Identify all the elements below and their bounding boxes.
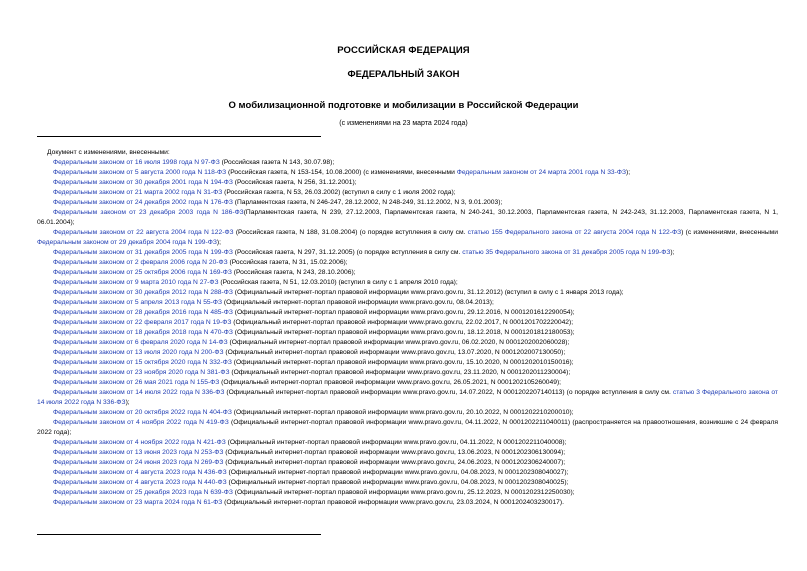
amendment-source-text: (Официальный интернет-портал правовой информации www.pravo.gov.ru, 25.12.2023, N 0001202312250030); <box>232 489 575 496</box>
amendment-law-link[interactable]: Федеральным законом от 31 декабря 2005 года N 199-ФЗ <box>53 249 233 256</box>
amendments-entries <box>37 158 778 508</box>
amendment-entry <box>37 288 778 298</box>
amendment-source-text: (Российская газета, N 188, 31.08.2004) (о порядке вступления в силу см. <box>233 229 468 236</box>
amendment-entry <box>37 198 778 208</box>
amendment-entry <box>37 318 778 328</box>
amendment-entry <box>37 168 778 178</box>
amendment-law-link[interactable]: Федеральным законом от 22 августа 2004 года N 122-ФЗ <box>53 229 234 236</box>
amendment-law-link[interactable]: Федеральным законом от 23 ноября 2020 года N 381-ФЗ <box>53 369 230 376</box>
amendment-source-text: ); <box>125 399 130 406</box>
amendment-entry <box>37 448 778 458</box>
amendment-law-link[interactable]: Федеральным законом от 25 декабря 2023 года N 639-ФЗ <box>53 489 233 496</box>
country-heading: РОССИЙСКАЯ ФЕДЕРАЦИЯ <box>337 45 470 56</box>
amendment-law-link[interactable]: Федеральным законом от 24 июня 2023 года N 269-ФЗ <box>53 459 224 466</box>
amendment-entry <box>37 278 778 288</box>
amendment-source-text: ); <box>216 239 221 246</box>
revision-subtitle: (с изменениями на 23 марта 2024 года) <box>339 120 468 127</box>
amendment-reference-link[interactable]: Федеральным законом от 29 декабря 2004 года N 199-ФЗ <box>37 239 217 246</box>
amendment-entry <box>37 158 778 168</box>
amendment-entry <box>37 348 778 358</box>
amendment-entry <box>37 468 778 478</box>
amendment-source-text: (Парламентская газета, N 239, 27.12.2003, Парламентская газета, N 240-241, 30.12.2003, Парламентская газета, N 242-243, 31.12.2003, Парламентская газета, N 1, 06.01.2004); <box>37 209 778 226</box>
bottom-divider <box>37 534 321 535</box>
amendment-entry <box>37 478 778 488</box>
amendment-law-link[interactable]: Федеральным законом от 21 марта 2002 года N 31-ФЗ <box>53 189 223 196</box>
amendment-law-link[interactable]: Федеральным законом от 5 августа 2000 года N 118-ФЗ <box>53 169 227 176</box>
amendment-source-text: (Российская газета, N 153-154, 10.08.2000) (с изменениями, внесенными <box>226 169 457 176</box>
amendment-source-text: (Официальный интернет-портал правовой информации www.pravo.gov.ru, 04.11.2022, N 0001202211040011) (распространяется на правоотношения, возникшие с 24 февраля 2022 года); <box>37 419 778 436</box>
amendment-source-text: (Официальный интернет-портал правовой информации www.pravo.gov.ru, 20.10.2022, N 0001202210200010); <box>231 409 574 416</box>
amendment-source-text: (Российская газета, N 243, 28.10.2006); <box>231 269 356 276</box>
amendment-entry <box>37 338 778 348</box>
amendment-law-link[interactable]: Федеральным законом от 5 апреля 2013 года N 55-ФЗ <box>53 299 222 306</box>
amendment-source-text: (Официальный интернет-портал правовой информации www.pravo.gov.ru, 24.06.2023, N 0001202306240007); <box>223 459 566 466</box>
amendment-source-text: ); <box>625 169 631 176</box>
amendment-law-link[interactable]: Федеральным законом от 14 июля 2022 года N 336-ФЗ <box>53 389 225 396</box>
amendment-law-link[interactable]: Федеральным законом от 30 декабря 2001 года N 194-ФЗ <box>53 179 233 186</box>
amendment-source-text: (Российская газета N 143, 30.07.98); <box>219 159 335 166</box>
amendment-reference-link[interactable]: статью 155 Федерального закона от 22 августа 2004 года N 122-ФЗ <box>467 229 682 236</box>
amendment-source-text: (Официальный интернет-портал правовой информации www.pravo.gov.ru, 22.02.2017, N 0001201702220042); <box>231 319 574 326</box>
amendment-source-text: (Российская газета, N 256, 31.12.2001); <box>232 179 357 186</box>
amendment-entry <box>37 188 778 198</box>
amendment-source-text: (Российская газета, N 53, 26.03.2002) (вступил в силу с 1 июля 2002 года); <box>222 189 456 196</box>
amendment-law-link[interactable]: Федеральным законом от 26 мая 2021 года N 155-ФЗ <box>53 379 220 386</box>
amendment-source-text: (Официальный интернет-портал правовой информации www.pravo.gov.ru, 15.10.2020, N 0001202010150016); <box>231 359 574 366</box>
amendment-entry <box>37 248 778 258</box>
amendment-law-link[interactable]: Федеральным законом от 4 августа 2023 года N 436-ФЗ <box>53 469 227 476</box>
amendment-entry <box>37 358 778 368</box>
amendment-entry <box>37 208 778 228</box>
amendment-source-text: (Официальный интернет-портал правовой информации www.pravo.gov.ru, 08.04.2013); <box>222 299 494 306</box>
amendment-entry <box>37 438 778 448</box>
amendment-law-link[interactable]: Федеральным законом от 23 декабря 2003 года N 186-ФЗ <box>53 209 244 216</box>
amendment-entry <box>37 268 778 278</box>
amendment-law-link[interactable]: Федеральным законом от 9 марта 2010 года N 27-ФЗ <box>53 279 219 286</box>
amendment-source-text: (Официальный интернет-портал правовой информации www.pravo.gov.ru, 04.11.2022, N 0001202211040008); <box>225 439 567 446</box>
amendment-source-text: (Официальный интернет-портал правовой информации www.pravo.gov.ru, 04.08.2023, N 0001202308040027); <box>226 469 569 476</box>
amendment-entry <box>37 258 778 268</box>
amendment-source-text: (Российская газета, N 51, 12.03.2010) (вступил в силу с 1 апреля 2010 года); <box>218 279 458 286</box>
amendment-source-text: (Официальный интернет-портал правовой информации www.pravo.gov.ru, 13.07.2020, N 0001202007130050); <box>223 349 566 356</box>
amendment-entry <box>37 178 778 188</box>
amendment-law-link[interactable]: Федеральным законом от 22 февраля 2017 года N 19-ФЗ <box>53 319 232 326</box>
amendment-source-text: (Официальный интернет-портал правовой информации www.pravo.gov.ru, 23.03.2024, N 0001202403230017). <box>222 499 564 506</box>
amendment-source-text: (Официальный интернет-портал правовой информации www.pravo.gov.ru, 23.11.2020, N 0001202011230004); <box>229 369 571 376</box>
amendment-law-link[interactable]: Федеральным законом от 13 июля 2020 года N 200-ФЗ <box>53 349 224 356</box>
amendment-reference-link[interactable]: статью 3 Федерального закона от 14 июля 2022 года N 336-ФЗ <box>37 389 778 406</box>
amendment-source-text: (Официальный интернет-портал правовой информации www.pravo.gov.ru, 06.02.2020, N 0001202002060028); <box>227 339 570 346</box>
law-title: О мобилизационной подготовке и мобилизации в Российской Федерации <box>228 100 579 111</box>
law-type-heading: ФЕДЕРАЛЬНЫЙ ЗАКОН <box>347 69 460 80</box>
amendment-entry <box>37 368 778 378</box>
amendment-reference-link[interactable]: Федеральным законом от 24 марта 2001 года N 33-ФЗ <box>456 169 626 176</box>
amendment-source-text: (Российская газета, N 297, 31.12.2005) (о порядке вступления в силу см. <box>232 249 463 256</box>
amendment-source-text: (Официальный интернет-портал правовой информации www.pravo.gov.ru, 14.07.2022, N 0001202207140113) (о порядке вступления в силу см. <box>224 389 673 396</box>
amendment-source-text: (Официальный интернет-портал правовой информации www.pravo.gov.ru, 26.05.2021, N 0001202105260049); <box>219 379 562 386</box>
amendment-entry <box>37 408 778 418</box>
amendment-law-link[interactable]: Федеральным законом от 25 октября 2006 года N 169-ФЗ <box>53 269 232 276</box>
amendment-source-text: (Официальный интернет-портал правовой информации www.pravo.gov.ru, 29.12.2016, N 0001201612290054); <box>232 309 575 316</box>
amendment-entry <box>37 228 778 248</box>
amendment-law-link[interactable]: Федеральным законом от 24 декабря 2002 года N 176-ФЗ <box>53 199 233 206</box>
amendment-law-link[interactable]: Федеральным законом от 16 июля 1998 года N 97-ФЗ <box>53 159 220 166</box>
top-divider <box>37 136 321 137</box>
amendment-law-link[interactable]: Федеральным законом от 18 декабря 2018 года N 470-ФЗ <box>53 329 233 336</box>
amendment-entry <box>37 488 778 498</box>
amendment-entry <box>37 388 778 408</box>
amendment-law-link[interactable]: Федеральным законом от 4 августа 2023 года N 440-ФЗ <box>53 479 227 486</box>
amendment-source-text: (Официальный интернет-портал правовой информации www.pravo.gov.ru, 13.06.2023, N 0001202306130094); <box>223 449 566 456</box>
amendments-intro: Документ с изменениями, внесенными: <box>47 149 170 156</box>
amendment-law-link[interactable]: Федеральным законом от 23 марта 2024 года N 61-ФЗ <box>53 499 223 506</box>
amendment-source-text: (Российская газета, N 31, 15.02.2006); <box>227 259 348 266</box>
amendment-entry <box>37 308 778 318</box>
amendment-law-link[interactable]: Федеральным законом от 13 июня 2023 года N 253-ФЗ <box>53 449 224 456</box>
amendment-entry <box>37 498 778 508</box>
amendment-source-text: (Парламентская газета, N 246-247, 28.12.2002, N 248-249, 31.12.2002, N 3, 9.01.2003); <box>232 199 503 206</box>
amendment-entry <box>37 328 778 338</box>
amendment-source-text: (Официальный интернет-портал правовой информации www.pravo.gov.ru, 31.12.2012) (вступил в силу с 1 января 2013 года); <box>232 289 624 296</box>
amendment-source-text: ); <box>670 249 675 256</box>
amendment-law-link[interactable]: Федеральным законом от 4 ноября 2022 года N 419-ФЗ <box>53 419 229 426</box>
amendment-reference-link[interactable]: статью 35 Федерального закона от 31 декабря 2005 года N 199-ФЗ <box>462 249 671 256</box>
amendment-entry <box>37 298 778 308</box>
amendment-law-link[interactable]: Федеральным законом от 2 февраля 2006 года N 20-ФЗ <box>53 259 228 266</box>
amendment-source-text: (Официальный интернет-портал правовой информации www.pravo.gov.ru, 18.12.2018, N 0001201812180053); <box>232 329 575 336</box>
amendments-list <box>37 148 778 508</box>
amendment-source-text: ) (с изменениями, внесенными <box>681 229 778 236</box>
amendment-law-link[interactable]: Федеральным законом от 20 октября 2022 года N 404-ФЗ <box>53 409 232 416</box>
amendment-law-link[interactable]: Федеральным законом от 15 октября 2020 года N 332-ФЗ <box>53 359 232 366</box>
amendment-law-link[interactable]: Федеральным законом от 6 февраля 2020 года N 14-ФЗ <box>53 339 228 346</box>
amendment-entry <box>37 458 778 468</box>
amendment-entry <box>37 418 778 438</box>
amendment-law-link[interactable]: Федеральным законом от 28 декабря 2016 года N 485-ФЗ <box>53 309 233 316</box>
amendment-law-link[interactable]: Федеральным законом от 30 декабря 2012 года N 288-ФЗ <box>53 289 233 296</box>
amendment-source-text: (Официальный интернет-портал правовой информации www.pravo.gov.ru, 04.08.2023, N 0001202308040025); <box>226 479 569 486</box>
amendment-entry <box>37 378 778 388</box>
amendment-law-link[interactable]: Федеральным законом от 4 ноября 2022 года N 421-ФЗ <box>53 439 226 446</box>
